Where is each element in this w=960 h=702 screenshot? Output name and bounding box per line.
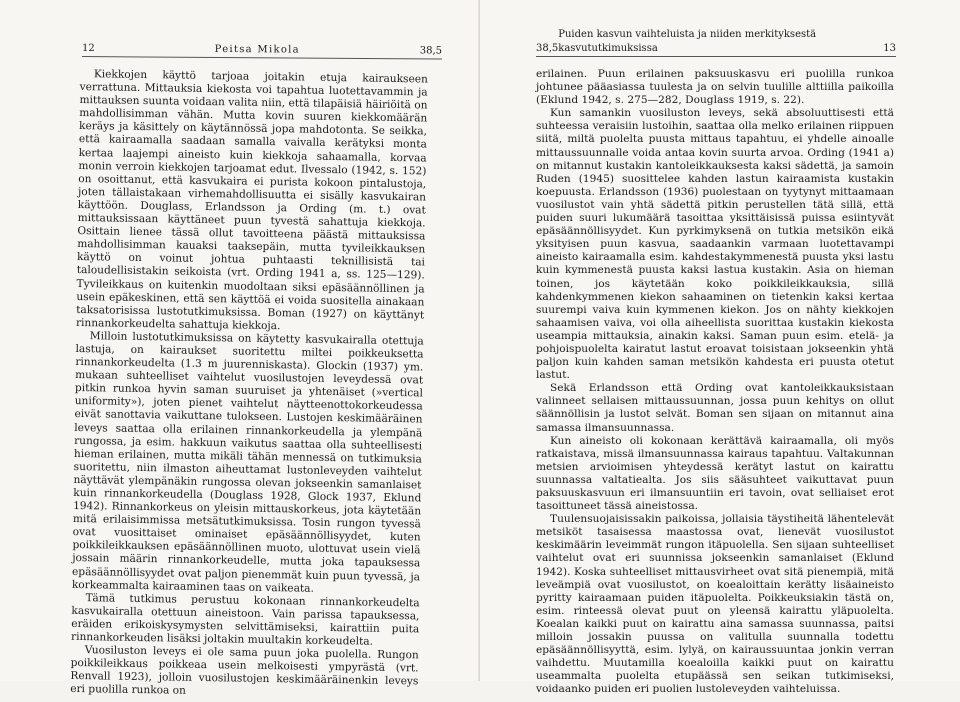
left-section-number: 38,5: [419, 45, 443, 57]
paragraph: Tuulensuojaisissakin paikoissa, jollaisia täystiheitä lähentelevät metsiköt tasaisessa maastossa ovat, lienevät vuosilustot keskimäärin leveimmät rungon itäpuolella. Sen sijaan suhteelliset vaihtelut ovat eri suunnissa jokseenkin samanlaiset (Eklund 1942). Koska suhteelliset mittausvirheet ovat sitä pienempiä, mitä leveämpiä ovat vuosilustot, on koealoittain kerätty lisäaineisto pyritty kairaamaan puiden itäpuolelta. Poikkeuksiakin tästä on, esim. rinteessä olevat puut on yleensä kairattu yläpuolelta. Koealan kaikki puut on kairattu aina samassa suunnassa, paitsi milloin jossakin puussa on valitulla suunnalla todettu epäsäännöllisyyttä, esim. lylyä, on kairaussuuntaa jonkin verran vaihdettu. Muutamilla koealoilla kaikki puut on kairattu useammalta puolelta etupäässä sen seikan tutkimiseksi, voidaanko puiden eri puolien lustoleveyden vaihteluissa.: [536, 513, 894, 696]
right-page-number: 13: [883, 43, 896, 54]
paragraph: Milloin lustotutkimuksissa on käytetty kasvukairalla otettuja lastuja, on kairaukset suoritettu miltei poikkeuksetta rinnankorkeudelta (1.3 m juurenniskasta). Glockin (1937) ym. mukaan suhteelliset vaihtelut vuosilustojen leveydessä ovat pitkin runkoa hyvin saman suuruiset ja yhtenäiset (»vertical uniformity»), joten pienet vaihtelut näytteenottokorkeudessa eivät sanottavia vaikuttane tulokseen. Lustojen keskimääräinen leveys saattaa olla erilainen rinnankorkeudella ja ylempänä rungossa, ja esim. hakkuun vaikutus saattaa olla suhteellisesti hieman erilainen, mutta mikäli tähän mennessä on tutkimuksia suoritettu, niin ilmaston aiheuttamat lustonleveyden vaihtelut näyttävät ylempänäkin rungossa olevan jokseenkin samanlaiset kuin rinnankorkeudella (Douglass 1928, Glock 1937, Eklund 1942). Rinnankorkeus on yleisin mittauskorkeus, jota käytetään mitä erilaisimmissa metsätutkimuksissa. Tosin rungon tyvessä ovat vuosittaiset ominaiset epäsäännöllisyydet, kuten poikkileikkauksen epäsäännöllinen muoto, ulottuvat usein vielä jossain määrin rinnankorkeudelle, mutta joka tapauksessa epäsäännöllisyydet ovat paljon pienemmät kuin puun tyvessä, ja korkeammalta kairaaminen taas on vaikeata.: [71, 330, 424, 595]
left-page: [0, 0, 480, 698]
paragraph: erilainen. Puun erilainen paksuuskasvu eri puolilla runkoa johtunee pääasiassa tuulesta ja on selvin tuulille alttiilla paikoilla (Eklund 1942, s. 275—282, Douglass 1919, s. 22).: [536, 68, 894, 107]
paragraph: Kun aineisto oli kokonaan kerättävä kairaamalla, oli myös ratkaistava, missä ilmansuunnassa kairaus tapahtuu. Valtakunnan metsien arvioimisen yhteydessä kerätyt lastut on kairattu suunnassa valtatiealta. Jos siis sääsuhteet vaikuttavat puun paksuuskasvuun eri ilmansuuntiin eri tavoin, ovat selliaiset erot tasoittuneet tässä aineistossa.: [536, 434, 894, 513]
paragraph: Tämä tutkimus perustuu kokonaan rinnankorkeudelta kasvukairalla otettuun aineistoon. Vain parissa tapauksessa, eräiden erikoiskysymysten selvittämiseksi, kairattiin puita rinnankorkeuden lisäksi joltakin muultakin korkeudelta.: [70, 591, 420, 648]
left-page-header: [82, 42, 442, 60]
right-page-header: [536, 29, 896, 57]
paragraph: Kiekkojen käyttö tarjoaa joitakin etuja kairaukseen verrattuna. Mittauksia kiekosta voi tapahtua luotettavammin ja mittauksen suunta voidaan valita niin, että tilapäisiä häiriöitä on mahdollisimman vähän. Mutta kovin suuren kiekkomäärän keräys ja käsittely on käytännössä jopa mahdotonta. Se seikka, että kairaamalla saadaan samalla vaivalla kerätyksi monta kertaa laajempi aineisto kuin kiekkoja sahaamalla, korvaa monin verroin kiekkojen tarjoamat edut. Ilvessalo (1942, s. 152) on osoittanut, että kasvukaira ei purista kokoon pintalustoja, joten tällaistakaan virhemahdollisuutta ei sisälly kasvukairan käyttöön. Douglass, Erlandsson ja Ording (m. t.) ovat mittauksissaan käyttäneet puun tyvestä sahattuja kiekkoja. Osittain lienee tässä ollut tavoitteena päästä mittauksissa mahdollisimman kauaksi taaksepäin, mutta tyvileikkauksen käyttö on voinut johtua puhtaasti teknillisistä tai taloudellisistakin seikoista (vrt. Ording 1941 a, ss. 125—129). Tyvileikkaus on kuitenkin muodoltaan siksi epäsäännöllinen ja usein epäkeskinen, että sen käyttöä ei voida suositella ainakaan taksatorisissa lustotutkimuksissa. Boman (1927) on käyttänyt rinnankorkeudelta sahattuja kiekkoja.: [75, 68, 428, 332]
right-running-title: Puiden kasvun vaihteluista ja niiden merkityksestä kasvututkimuksissa: [558, 29, 817, 54]
paragraph: Sekä Erlandsson että Ording ovat kantoleikkauksistaan valinneet sellaisen mittaussuunnan, jossa puun kehitys on ollut säännöllisin ja lustot selvät. Boman sen sijaan on mitannut aina samassa ilmansuunnassa.: [536, 382, 894, 434]
paragraph: Vuosiluston leveys ei ole sama puun joka puolella. Rungon poikkileikkaus poikkeaa usein melkoisesti ympyrästä (vrt. Renvall 1923), jolloin vuosilustojen keskimääräinenkin leveys eri puolilla runkoa on: [70, 644, 419, 698]
right-section-number: 38,5: [536, 43, 559, 54]
left-page-number: 12: [82, 43, 95, 55]
paragraph: Kun samankin vuosiluston leveys, sekä absoluuttisesti että suhteessa veraisiin lustoihin, saattaa olla melko erilainen riippuen siitä, miltä puolelta puusta mittaus tapahtuu, ei yhdelle ainoalle mittaussuunnalle voida antaa kovin suurta arvoa. Ording (1941 a) on mitannut kustakin kantoleikkauksesta kaksi sädettä, ja samoin Ruden (1945) suosittelee kahden lastun kairaamista kustakin koepuusta. Erlandsson (1936) puolestaan on tyytynyt mittaamaan vuosilustot vain yhtä sädettä pitkin perustellen tätä sillä, että puiden suuri lukumäärä tasoittaa yksittäisissä puissa esiintyvät epäsäännöllisyydet. Kun pyrkimyksenä on tutkia metsikön eikä yksityisen puun kasvua, saadaankin varmaan luotettavampi aineisto kairaamalla esim. kahdestakymmenestä puusta yksi lastu kuin kymmenestä puusta kaksi lastua kustakin. Asia on hieman toinen, jos käytetään koko poikkileikkauksia, sillä kahdenkymmenen kiekon sahaaminen on tietenkin kaksi kertaa suurempi vaiva kuin kymmenen kiekon. Jos on nähty kiekkojen sahaamisen vaiva, voi olla aiheellista suorittaa kustakin kiekosta useampia mittauksia, ainakin kaksi. Saman puun esim. etelä- ja pohjoispuolelta kairatut lastut eroavat toisistaan jokseenkin yhtä paljon kuin kahden saman metsikön kahdesta eri puusta otetut lastut.: [536, 107, 894, 382]
left-body-text: [70, 68, 428, 702]
right-body-text: [536, 68, 894, 697]
left-running-title: Peitsa Mikola: [214, 43, 300, 56]
right-page: [480, 0, 960, 696]
